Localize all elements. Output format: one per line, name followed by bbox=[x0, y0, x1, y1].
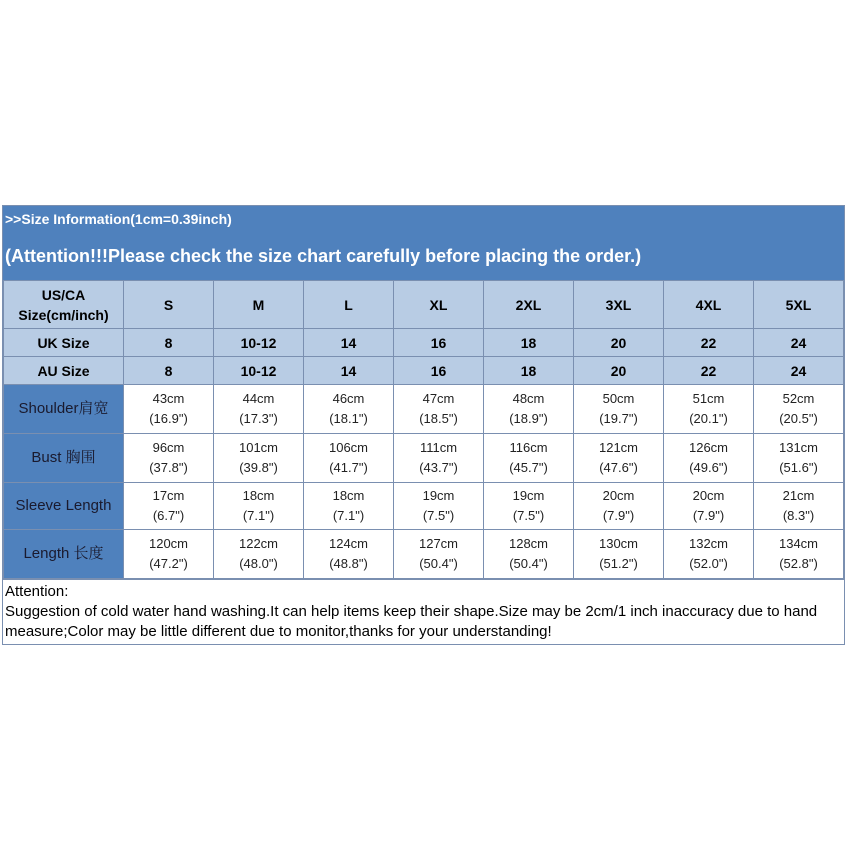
measurement-inch: (43.7") bbox=[419, 460, 458, 475]
measurement-cell bbox=[484, 483, 574, 530]
measurement-row bbox=[4, 434, 844, 483]
measurement-cell bbox=[664, 530, 754, 579]
measurement-inch: (7.9") bbox=[602, 508, 635, 523]
measurement-cell bbox=[754, 434, 844, 483]
measurement-inch: (51.6") bbox=[779, 460, 818, 475]
measurement-inch: (37.8") bbox=[149, 460, 188, 475]
measurement-cell bbox=[754, 483, 844, 530]
measurement-cm: 131cm bbox=[778, 440, 819, 455]
uk-size-cell: 22 bbox=[664, 329, 754, 357]
measurement-cell bbox=[304, 483, 394, 530]
measurement-inch: (52.8") bbox=[779, 556, 818, 571]
measurement-inch: (52.0") bbox=[689, 556, 728, 571]
measurement-inch: (16.9") bbox=[149, 411, 188, 426]
measurement-cell bbox=[664, 385, 754, 434]
uk-size-cell: 14 bbox=[304, 329, 394, 357]
measurement-inch: (20.5") bbox=[779, 411, 818, 426]
size-chart bbox=[2, 205, 845, 645]
au-size-row bbox=[4, 357, 844, 385]
uk-size-row bbox=[4, 329, 844, 357]
measurement-inch: (51.2") bbox=[599, 556, 638, 571]
us-size-cell: 4XL bbox=[664, 281, 754, 329]
measurement-inch: (7.5") bbox=[512, 508, 545, 523]
measurement-cm: 20cm bbox=[602, 488, 635, 503]
measurement-label: Sleeve Length bbox=[4, 483, 124, 530]
measurement-cell bbox=[574, 434, 664, 483]
measurement-inch: (18.9") bbox=[509, 411, 548, 426]
au-size-cell: 24 bbox=[754, 357, 844, 385]
measurement-cm: 128cm bbox=[508, 536, 549, 551]
us-size-label-line1: US/CA bbox=[41, 286, 86, 303]
measurement-inch: (47.6") bbox=[599, 460, 638, 475]
measurement-cell bbox=[124, 483, 214, 530]
notes-title: Attention: bbox=[5, 583, 69, 600]
us-size-cell: 2XL bbox=[484, 281, 574, 329]
measurement-cm: 116cm bbox=[509, 440, 548, 455]
measurement-cell bbox=[484, 385, 574, 434]
measurement-cm: 121cm bbox=[598, 440, 639, 455]
care-notes bbox=[3, 579, 844, 644]
measurement-cell bbox=[664, 483, 754, 530]
measurement-cell bbox=[214, 385, 304, 434]
measurement-inch: (48.8") bbox=[329, 556, 368, 571]
measurement-cell bbox=[394, 385, 484, 434]
uk-size-cell: 20 bbox=[574, 329, 664, 357]
measurement-cell bbox=[574, 385, 664, 434]
measurement-cm: 134cm bbox=[778, 536, 819, 551]
us-size-cell: M bbox=[214, 281, 304, 329]
au-size-cell: 20 bbox=[574, 357, 664, 385]
measurement-inch: (50.4") bbox=[419, 556, 458, 571]
measurement-cell bbox=[304, 385, 394, 434]
measurement-inch: (7.9") bbox=[692, 508, 725, 523]
measurement-cm: 124cm bbox=[328, 536, 369, 551]
measurement-inch: (7.1") bbox=[332, 508, 365, 523]
us-size-cell: 3XL bbox=[574, 281, 664, 329]
us-size-label-line2: Size(cm/inch) bbox=[18, 306, 109, 323]
measurement-inch: (50.4") bbox=[509, 556, 548, 571]
notes-body: Suggestion of cold water hand washing.It can help items keep their shape.Size may be 2cm/1 inch inaccuracy due to hand measure;Color may be little different due to monitor,thanks for your understanding! bbox=[5, 603, 818, 640]
measurement-inch: (47.2") bbox=[149, 556, 188, 571]
measurement-cell bbox=[394, 434, 484, 483]
measurement-inch: (18.5") bbox=[419, 411, 458, 426]
measurement-cm: 132cm bbox=[688, 536, 729, 551]
measurement-cell bbox=[484, 434, 574, 483]
measurement-cm: 47cm bbox=[422, 391, 455, 406]
uk-size-cell: 18 bbox=[484, 329, 574, 357]
measurement-row bbox=[4, 530, 844, 579]
measurement-cm: 51cm bbox=[692, 391, 725, 406]
measurement-label: Shoulder肩宽 bbox=[4, 385, 124, 434]
measurement-cm: 19cm bbox=[422, 488, 455, 503]
measurement-inch: (18.1") bbox=[329, 411, 368, 426]
us-size-cell: XL bbox=[394, 281, 484, 329]
uk-size-cell: 16 bbox=[394, 329, 484, 357]
au-size-cell: 10-12 bbox=[214, 357, 304, 385]
uk-size-cell: 10-12 bbox=[214, 329, 304, 357]
measurement-cm: 126cm bbox=[688, 440, 729, 455]
measurement-inch: (17.3") bbox=[239, 411, 278, 426]
measurement-cm: 122cm bbox=[238, 536, 279, 551]
measurement-cm: 20cm bbox=[692, 488, 725, 503]
measurement-cm: 43cm bbox=[152, 391, 185, 406]
measurement-inch: (39.8") bbox=[239, 460, 278, 475]
measurement-inch: (41.7") bbox=[329, 460, 368, 475]
measurement-inch: (45.7") bbox=[509, 460, 548, 475]
measurement-cell bbox=[754, 530, 844, 579]
measurement-cell bbox=[214, 434, 304, 483]
measurement-row bbox=[4, 385, 844, 434]
measurement-cell bbox=[124, 434, 214, 483]
measurement-cm: 48cm bbox=[512, 391, 545, 406]
measurement-inch: (19.7") bbox=[599, 411, 638, 426]
uk-size-cell: 8 bbox=[124, 329, 214, 357]
measurement-cell bbox=[574, 483, 664, 530]
us-size-cell: S bbox=[124, 281, 214, 329]
measurement-cell bbox=[124, 530, 214, 579]
size-table bbox=[3, 280, 844, 579]
au-size-cell: 16 bbox=[394, 357, 484, 385]
measurement-label: Bust 胸围 bbox=[4, 434, 124, 483]
measurement-cm: 120cm bbox=[148, 536, 189, 551]
measurement-inch: (20.1") bbox=[689, 411, 728, 426]
measurement-cm: 17cm bbox=[152, 488, 185, 503]
measurement-cell bbox=[574, 530, 664, 579]
measurement-cm: 130cm bbox=[598, 536, 639, 551]
uk-size-label: UK Size bbox=[4, 329, 124, 357]
us-size-cell: L bbox=[304, 281, 394, 329]
measurement-cm: 19cm bbox=[512, 488, 545, 503]
measurement-cell bbox=[484, 530, 574, 579]
measurement-cm: 111cm bbox=[419, 440, 458, 455]
au-size-cell: 18 bbox=[484, 357, 574, 385]
measurement-cell bbox=[214, 530, 304, 579]
measurement-cell bbox=[394, 530, 484, 579]
measurement-inch: (7.1") bbox=[242, 508, 275, 523]
measurement-inch: (7.5") bbox=[422, 508, 455, 523]
us-size-header bbox=[4, 281, 124, 329]
measurement-inch: (6.7") bbox=[152, 508, 185, 523]
au-size-cell: 22 bbox=[664, 357, 754, 385]
measurement-cm: 46cm bbox=[332, 391, 365, 406]
measurement-cell bbox=[754, 385, 844, 434]
measurement-cell bbox=[664, 434, 754, 483]
measurement-label: Length 长度 bbox=[4, 530, 124, 579]
measurement-cm: 44cm bbox=[242, 391, 275, 406]
measurement-cell bbox=[394, 483, 484, 530]
measurement-cell bbox=[304, 434, 394, 483]
measurement-cm: 96cm bbox=[152, 440, 185, 455]
measurement-cm: 18cm bbox=[332, 488, 365, 503]
us-size-row bbox=[4, 281, 844, 329]
measurement-cm: 127cm bbox=[418, 536, 459, 551]
au-size-cell: 14 bbox=[304, 357, 394, 385]
measurement-cell bbox=[304, 530, 394, 579]
measurement-row bbox=[4, 483, 844, 530]
measurement-cell bbox=[124, 385, 214, 434]
measurement-cm: 52cm bbox=[782, 391, 815, 406]
measurement-cm: 50cm bbox=[602, 391, 635, 406]
au-size-cell: 8 bbox=[124, 357, 214, 385]
measurement-cm: 106cm bbox=[328, 440, 369, 455]
uk-size-cell: 24 bbox=[754, 329, 844, 357]
measurement-cm: 18cm bbox=[242, 488, 275, 503]
measurement-cm: 21cm bbox=[782, 488, 815, 503]
us-size-cell: 5XL bbox=[754, 281, 844, 329]
measurement-cell bbox=[214, 483, 304, 530]
measurement-cm: 101cm bbox=[238, 440, 279, 455]
measurement-inch: (8.3") bbox=[782, 508, 815, 523]
measurement-inch: (49.6") bbox=[689, 460, 728, 475]
attention-banner: (Attention!!!Please check the size chart carefully before placing the order.) bbox=[3, 232, 844, 280]
size-info-title: >>Size Information(1cm=0.39inch) bbox=[3, 206, 844, 232]
au-size-label: AU Size bbox=[4, 357, 124, 385]
measurement-inch: (48.0") bbox=[239, 556, 278, 571]
